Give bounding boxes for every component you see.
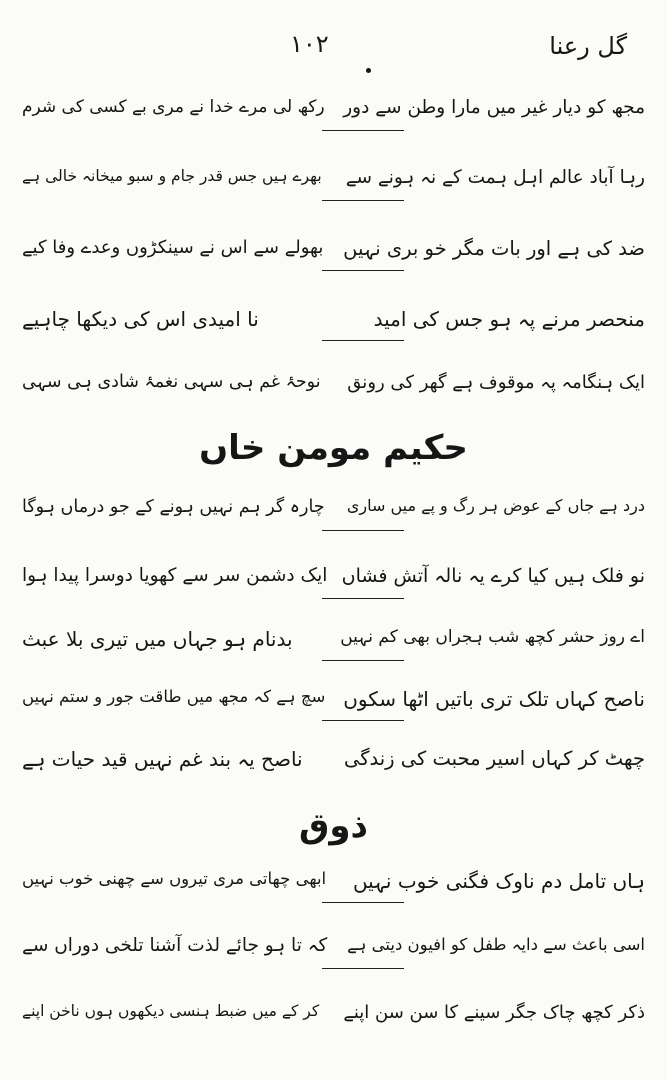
- couplet: [22, 300, 645, 350]
- misra-second: رکھ لی مرے خدا نے مری بے کسی کی شرم: [22, 97, 325, 117]
- misra-second: کہ تا ہو جائے لذت آشنا تلخی دوراں سے: [22, 935, 328, 956]
- couplet-divider: [322, 130, 404, 131]
- couplet: [22, 160, 645, 210]
- couplet-divider: [322, 660, 404, 661]
- couplet-divider: [322, 340, 404, 341]
- poet-heading: حکیم مومن خاں: [199, 428, 468, 468]
- header-dot: [366, 68, 371, 73]
- misra-first: چھٹ کر کہاں اسیر محبت کی زندگی: [343, 747, 645, 770]
- misra-second: ایک دشمن سر سے کھویا دوسرا پیدا ہوا: [22, 565, 328, 586]
- page-header: [0, 28, 667, 72]
- couplet-divider: [322, 530, 404, 531]
- couplet: [22, 620, 645, 670]
- couplet-divider: [322, 902, 404, 903]
- misra-first: اے روز حشر کچھ شب ہجراں بھی کم نہیں: [340, 627, 645, 647]
- misra-second: بھولے سے اس نے سینکڑوں وعدے وفا کیے: [22, 237, 324, 258]
- misra-second: ناصح یہ بند غم نہیں قید حیات ہے: [22, 747, 303, 771]
- couplet: [22, 490, 645, 540]
- couplet: [22, 928, 645, 978]
- couplet: [22, 680, 645, 730]
- poet-heading: ذوق: [299, 806, 368, 846]
- misra-second: نوحۂ غم ہی سہی نغمۂ شادی ہی سہی: [22, 372, 321, 392]
- couplet: [22, 230, 645, 280]
- book-title: گل رعنا: [549, 32, 627, 60]
- page-number: ۱۰۲: [290, 30, 329, 58]
- misra-second: ابھی چھاتی مری تیروں سے چھنی خوب نہیں: [22, 869, 327, 888]
- couplet: [22, 995, 645, 1045]
- misra-first: ضد کی ہے اور بات مگر خو بری نہیں: [343, 237, 645, 260]
- misra-second: چارہ گر ہم نہیں ہونے کے جو درماں ہوگا: [22, 497, 325, 517]
- couplet-divider: [322, 598, 404, 599]
- misra-first: ناصح کہاں تلک تری باتیں اٹھا سکوں: [343, 687, 645, 711]
- couplet: [22, 740, 645, 790]
- misra-first: درد ہے جاں کے عوض ہر رگ و پے میں ساری: [346, 496, 645, 515]
- misra-first: اسی باعث سے دایہ طفل کو افیون دیتی ہے: [347, 935, 645, 954]
- couplet: [22, 862, 645, 912]
- misra-first: مجھ کو دیار غیر میں مارا وطن سے دور: [343, 97, 645, 118]
- misra-second: سچ ہے کہ مجھ میں طاقت جور و ستم نہیں: [22, 687, 326, 706]
- couplet-divider: [322, 720, 404, 721]
- misra-second: بدنام ہو جہاں میں تیری بلا عبث: [22, 627, 293, 651]
- misra-first: ہاں تامل دم ناوک فگنی خوب نہیں: [352, 869, 645, 893]
- misra-first: منحصر مرنے پہ ہو جس کی امید: [373, 307, 645, 331]
- couplet-divider: [322, 270, 404, 271]
- couplet: [22, 365, 645, 415]
- misra-first: ایک ہنگامہ پہ موقوف ہے گھر کی رونق: [347, 372, 645, 393]
- misra-first: رہا آباد عالم اہل ہمت کے نہ ہونے سے: [345, 167, 645, 188]
- couplet: [22, 90, 645, 140]
- couplet-divider: [322, 200, 404, 201]
- couplet: [22, 558, 645, 608]
- misra-second: بھرے ہیں جس قدر جام و سبو میخانہ خالی ہے: [22, 167, 322, 185]
- misra-first: ذکر کچھ چاک جگر سینے کا سن سن اپنے: [343, 1002, 645, 1023]
- misra-second: نا امیدی اس کی دیکھا چاہیے: [22, 307, 259, 331]
- misra-first: نو فلک ہیں کیا کرے یہ نالہ آتش فشاں: [341, 565, 645, 587]
- couplet-divider: [322, 968, 404, 969]
- misra-second: کر کے میں ضبط ہنسی دیکھوں ہوں ناخن اپنے: [22, 1002, 320, 1020]
